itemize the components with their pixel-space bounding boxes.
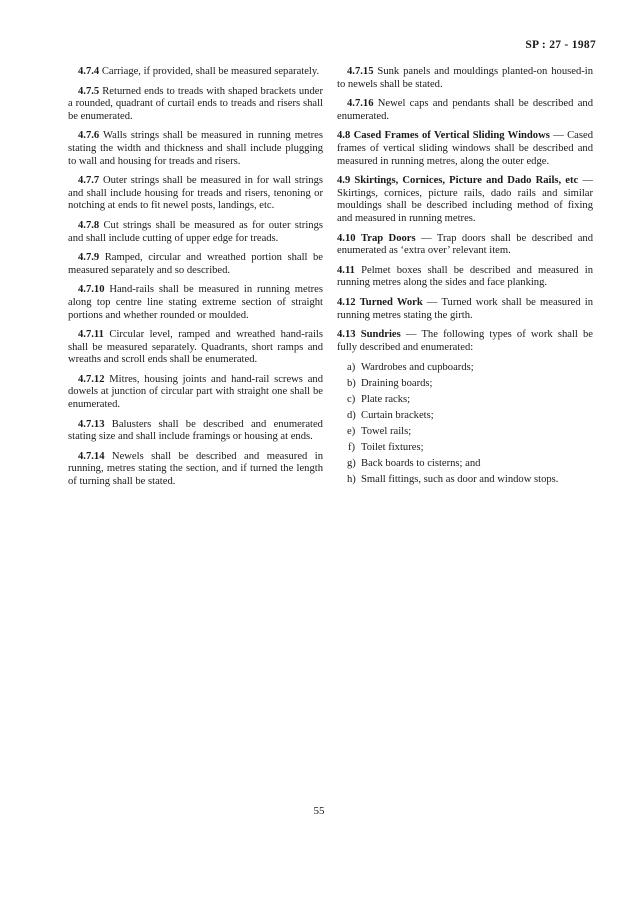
clause-4-7-6 — [68, 130, 323, 168]
clause-4-10 — [337, 233, 593, 258]
clause-number: 4.7.6 — [78, 130, 100, 142]
clause-heading: Cased Frames of Vertical Sliding Windows — [353, 130, 550, 142]
clause-text: Returned ends to treads with shaped brackets under a rounded, quadrant of curtail ends to treads and risers shall be enumerated. — [68, 85, 323, 122]
list-item-text: Curtain brackets; — [361, 410, 434, 422]
clause-number: 4.7.14 — [78, 450, 105, 462]
list-item — [337, 362, 593, 375]
standard-code-header: SP : 27 - 1987 — [525, 39, 596, 51]
clause-4-7-16 — [337, 98, 593, 123]
clause-text: Sunk panels and mouldings planted-on housed-in to newels shall be stated. — [337, 66, 594, 90]
clause-number: 4.13 — [337, 329, 356, 341]
sundries-list — [337, 362, 593, 486]
clause-heading: Skirtings, Cornices, Picture and Dado Rails, etc — [354, 175, 579, 187]
left-column — [68, 66, 323, 496]
list-item-label: d) — [347, 410, 356, 422]
clause-number: 4.9 — [337, 175, 351, 187]
list-item-label: g) — [347, 458, 356, 470]
clause-4-7-11 — [68, 329, 323, 367]
clause-4-7-7 — [68, 175, 323, 213]
clause-text: Circular level, ramped and wreathed hand-rails shall be measured separately. Quadrants, short ramps and wreaths and scroll ends shall be enumerated. — [68, 329, 323, 366]
clause-number: 4.7.15 — [347, 66, 374, 77]
clause-number: 4.7.9 — [78, 252, 100, 264]
clause-text: Ramped, circular and wreathed portion shall be measured separately and so described. — [68, 252, 323, 276]
clause-4-12 — [337, 297, 593, 322]
clause-4-9 — [337, 175, 593, 225]
list-item-text: Toilet fixtures; — [361, 442, 424, 454]
clause-text: Newel caps and pendants shall be described and enumerated. — [337, 98, 593, 122]
list-item — [337, 410, 593, 423]
clause-4-7-13 — [68, 419, 323, 444]
clause-number: 4.7.4 — [78, 66, 100, 77]
clause-number: 4.7.8 — [78, 219, 100, 231]
list-item — [337, 442, 593, 455]
clause-number: 4.7.11 — [78, 329, 104, 341]
clause-4-7-9 — [68, 252, 323, 277]
right-column — [337, 66, 593, 490]
list-item-text: Plate racks; — [361, 394, 411, 406]
clause-heading: Turned Work — [359, 296, 423, 308]
list-item-text: Back boards to cisterns; and — [361, 458, 481, 470]
list-item — [337, 426, 593, 439]
clause-text: Pelmet boxes shall be described and measured in running metres along the sides and face planking. — [337, 264, 593, 289]
clause-text: Walls strings shall be measured in running metres stating the width and thickness and shall include plugging to wall and housing for treads and risers. — [68, 130, 323, 167]
list-item-label: c) — [347, 394, 356, 406]
list-item-label: b) — [347, 378, 356, 390]
clause-4-7-15 — [337, 66, 593, 91]
list-item — [337, 458, 593, 471]
clause-number: 4.11 — [337, 264, 355, 276]
list-item — [337, 474, 593, 487]
clause-number: 4.12 — [337, 296, 356, 308]
clause-4-7-14 — [68, 451, 323, 489]
clause-text: — Trap doors shall be described and enumerated as ‘extra over’ relevant item. — [337, 232, 593, 257]
list-item — [337, 378, 593, 391]
list-item-label: f) — [347, 442, 355, 454]
clause-text: — Cased frames of vertical sliding windows shall be described and measured in running metres, along the outer edge. — [337, 130, 594, 167]
clause-4-7-12 — [68, 374, 323, 412]
clause-number: 4.7.16 — [347, 98, 374, 110]
clause-heading: Trap Doors — [360, 232, 416, 244]
clause-4-7-5 — [68, 86, 323, 124]
list-item-text: Wardrobes and cupboards; — [361, 362, 474, 374]
list-item-label: a) — [347, 362, 356, 374]
clause-text: — Skirtings, cornices, picture rails, dado rails and similar mouldings shall be described including method of fixing and measured in running metres. — [337, 175, 593, 224]
clause-4-8 — [337, 130, 593, 168]
clause-4-7-4 — [68, 66, 323, 79]
list-item-text: Small fittings, such as door and window stops. — [361, 474, 559, 486]
clause-text: Carriage, if provided, shall be measured separately. — [101, 66, 320, 77]
clause-4-7-10 — [68, 284, 323, 322]
clause-4-7-8 — [68, 220, 323, 245]
clause-4-11 — [337, 265, 593, 290]
clause-4-13 — [337, 329, 593, 354]
clause-number: 4.7.13 — [78, 418, 105, 430]
list-item-text: Towel rails; — [361, 426, 412, 438]
clause-heading: Sundries — [360, 329, 401, 341]
clause-number: 4.7.12 — [78, 373, 105, 385]
page-number: 55 — [313, 805, 325, 817]
clause-text: Balusters shall be described and enumerated stating size and shall include framings or housing at ends. — [68, 418, 323, 443]
clause-number: 4.7.10 — [78, 284, 105, 296]
clause-text: Newels shall be described and measured in running, metres stating the section, and if turned the length of turning shall be stated. — [68, 450, 323, 488]
clause-number: 4.10 — [337, 232, 356, 244]
clause-number: 4.8 — [337, 130, 351, 142]
clause-text: Outer strings shall be measured in for wall strings and shall include housing for treads and risers, tenoning or notching at ends to fit newel posts, landings, etc. — [68, 175, 323, 212]
clause-number: 4.7.5 — [78, 85, 100, 97]
clause-text: — Turned work shall be measured in running metres stating the girth. — [337, 296, 594, 321]
clause-text: Mitres, housing joints and hand-rail screws and dowels at junction of circular part with straight one shall be enumerated. — [68, 373, 323, 411]
list-item-label: e) — [347, 426, 356, 438]
list-item-text: Draining boards; — [361, 378, 433, 390]
list-item — [337, 394, 593, 407]
clause-text: Hand-rails shall be measured in running metres along top centre line stating extreme section of straight portions and whether rounded or moulded. — [68, 284, 323, 321]
clause-text: Cut strings shall be measured as for outer strings and shall include cutting of upper edge for treads. — [68, 219, 323, 244]
clause-text: — The following types of work shall be fully described and enumerated: — [337, 329, 593, 353]
list-item-label: h) — [347, 474, 356, 486]
clause-number: 4.7.7 — [78, 175, 100, 187]
